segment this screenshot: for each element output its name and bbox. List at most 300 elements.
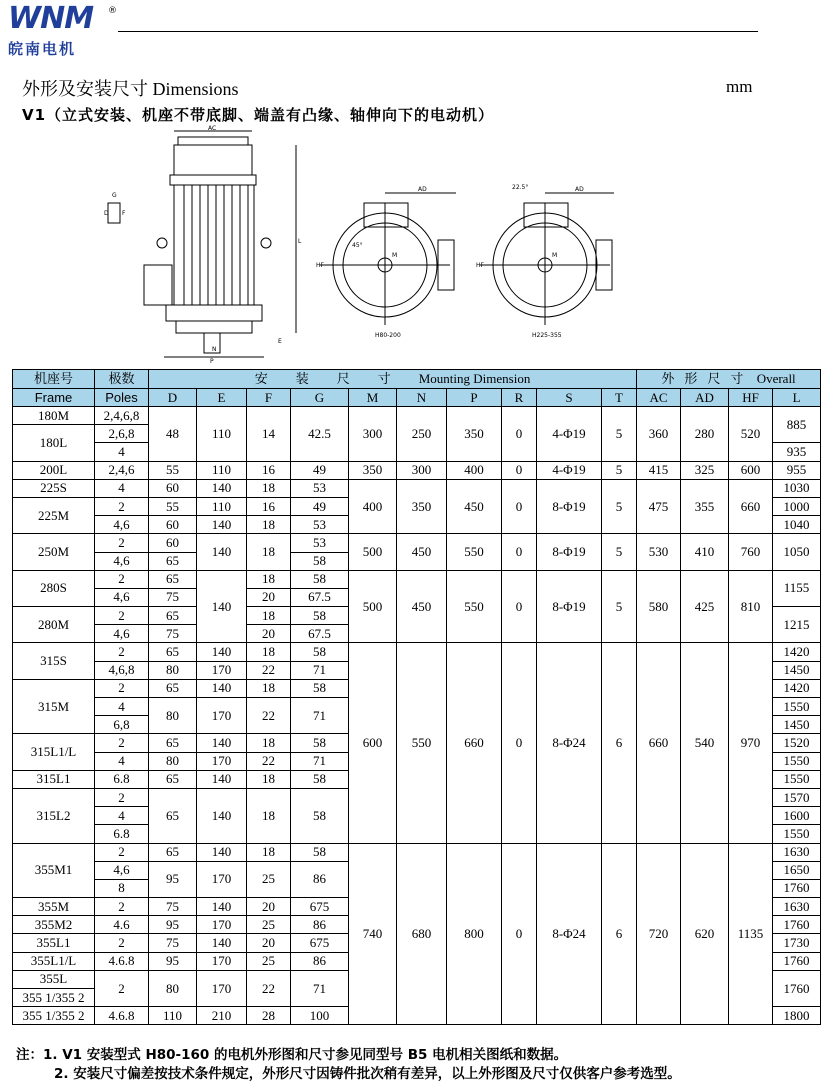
cell-l: 1760 — [773, 879, 821, 897]
cell-e: 170 — [197, 952, 247, 970]
cell-g: 675 — [291, 898, 349, 916]
cell-t: 5 — [602, 570, 637, 643]
cell-frame: 225S — [13, 479, 95, 497]
cell-g: 67.5 — [291, 588, 349, 606]
cell-e: 170 — [197, 970, 247, 1006]
col-t: T — [602, 389, 637, 407]
cell-m: 740 — [349, 843, 397, 1025]
cell-f: 22 — [247, 698, 291, 734]
header-overall — [637, 370, 821, 389]
cell-t: 6 — [602, 843, 637, 1025]
cell-l: 1550 — [773, 825, 821, 843]
cell-p: 550 — [447, 570, 502, 643]
cell-l: 1030 — [773, 479, 821, 497]
cell-frame: 315L1 — [13, 770, 95, 788]
logo-text: WNM — [8, 1, 94, 36]
cell-f: 18 — [247, 607, 291, 625]
cell-f: 14 — [247, 407, 291, 462]
cell-e: 140 — [197, 479, 247, 497]
cell-n: 350 — [397, 479, 447, 534]
cell-d: 65 — [149, 607, 197, 625]
cell-l: 885 — [773, 407, 821, 443]
cell-d: 75 — [149, 934, 197, 952]
dimension-drawings — [100, 125, 620, 365]
cell-d: 75 — [149, 898, 197, 916]
cell-l: 1155 — [773, 570, 821, 606]
cell-d: 65 — [149, 788, 197, 843]
label-ad-1: AD — [418, 186, 427, 193]
cell-g: 58 — [291, 679, 349, 697]
cell-e: 140 — [197, 570, 247, 643]
cell-frame: 355 1/355 2 — [13, 989, 95, 1007]
cell-frame: 200L — [13, 461, 95, 479]
cell-d: 65 — [149, 570, 197, 588]
cell-l: 1000 — [773, 497, 821, 515]
front-view-h225-355 — [480, 193, 614, 325]
cell-g: 86 — [291, 916, 349, 934]
cell-r: 0 — [502, 643, 537, 843]
cell-f: 18 — [247, 516, 291, 534]
cell-d: 65 — [149, 734, 197, 752]
cell-e: 110 — [197, 497, 247, 515]
label-m-1: M — [392, 252, 398, 259]
cell-l: 1800 — [773, 1007, 821, 1025]
cell-f: 25 — [247, 952, 291, 970]
cell-g: 53 — [291, 534, 349, 552]
notes — [16, 1046, 796, 1084]
registered-mark: ® — [108, 6, 117, 16]
cell-poles: 6,8 — [95, 716, 149, 734]
cell-poles: 4 — [95, 752, 149, 770]
col-n: N — [397, 389, 447, 407]
label-hf-1: HF — [316, 262, 324, 269]
cell-poles: 4,6 — [95, 588, 149, 606]
cell-frame: 355L — [13, 970, 95, 988]
cell-f: 22 — [247, 752, 291, 770]
cell-l: 1760 — [773, 916, 821, 934]
cell-frame: 180L — [13, 425, 95, 461]
label-ac: AC — [208, 125, 217, 132]
cell-f: 16 — [247, 497, 291, 515]
cell-d: 55 — [149, 497, 197, 515]
cell-poles: 2 — [95, 970, 149, 1006]
cell-f: 18 — [247, 734, 291, 752]
cell-hf: 970 — [729, 643, 773, 843]
cell-e: 140 — [197, 934, 247, 952]
col-p: P — [447, 389, 502, 407]
label-l: L — [298, 238, 302, 245]
col-ac: AC — [637, 389, 681, 407]
cell-frame: 180M — [13, 407, 95, 425]
subtitle: V1（立式安装、机座不带底脚、端盖有凸缘、轴伸向下的电动机） — [22, 106, 495, 124]
cell-ac: 660 — [637, 643, 681, 843]
cell-g: 71 — [291, 661, 349, 679]
label-ad-2: AD — [575, 186, 584, 193]
cell-f: 18 — [247, 788, 291, 843]
cell-f: 25 — [247, 861, 291, 897]
cell-f: 25 — [247, 916, 291, 934]
cell-n: 250 — [397, 407, 447, 462]
cell-e: 170 — [197, 698, 247, 734]
cell-l: 1420 — [773, 643, 821, 661]
cell-frame: 225M — [13, 497, 95, 533]
cell-m: 600 — [349, 643, 397, 843]
cell-s: 8-Φ24 — [537, 643, 602, 843]
label-f: F — [122, 210, 126, 217]
table-row — [13, 643, 821, 661]
cell-g: 53 — [291, 479, 349, 497]
cell-hf: 520 — [729, 407, 773, 462]
cell-g: 71 — [291, 698, 349, 734]
label-n: N — [212, 346, 217, 353]
cell-poles: 4 — [95, 479, 149, 497]
cell-frame: 355M1 — [13, 843, 95, 898]
cell-p: 450 — [447, 479, 502, 534]
table-row — [13, 534, 821, 552]
cell-ad: 325 — [681, 461, 729, 479]
cell-l: 1600 — [773, 807, 821, 825]
cell-e: 140 — [197, 643, 247, 661]
cell-e: 140 — [197, 516, 247, 534]
cell-s: 8-Φ19 — [537, 570, 602, 643]
cell-frame: 355M — [13, 898, 95, 916]
cell-poles: 2 — [95, 643, 149, 661]
cell-poles: 6.8 — [95, 825, 149, 843]
brand-logo — [8, 1, 118, 60]
header-mounting — [149, 370, 637, 389]
cell-m: 300 — [349, 407, 397, 462]
cell-t: 6 — [602, 643, 637, 843]
cell-ad: 410 — [681, 534, 729, 570]
cell-poles: 2 — [95, 679, 149, 697]
cell-g: 49 — [291, 497, 349, 515]
cell-l: 935 — [773, 443, 821, 461]
cell-l: 1420 — [773, 679, 821, 697]
cell-g: 58 — [291, 843, 349, 861]
caption-h225-355: H225-355 — [532, 332, 562, 339]
cell-ad: 355 — [681, 479, 729, 534]
cell-f: 20 — [247, 898, 291, 916]
cell-p: 400 — [447, 461, 502, 479]
cell-frame: 280M — [13, 607, 95, 643]
cell-m: 400 — [349, 479, 397, 534]
cell-e: 140 — [197, 770, 247, 788]
cell-t: 5 — [602, 534, 637, 570]
cell-e: 140 — [197, 534, 247, 570]
cell-g: 58 — [291, 734, 349, 752]
cell-g: 71 — [291, 970, 349, 1006]
cell-poles: 8 — [95, 879, 149, 897]
cell-f: 18 — [247, 534, 291, 570]
side-view-drawing — [108, 131, 296, 357]
header-frame-cn: 机座号 — [13, 370, 95, 389]
label-angle-22-5: 22.5° — [512, 184, 529, 191]
cell-d: 60 — [149, 479, 197, 497]
cell-t: 5 — [602, 479, 637, 534]
col-f: F — [247, 389, 291, 407]
cell-poles: 4 — [95, 443, 149, 461]
cell-g: 86 — [291, 861, 349, 897]
cell-d: 80 — [149, 698, 197, 734]
note-1: 注：1. V1 安装型式 H80-160 的电机外形图和尺寸参见同型号 B5 电机相关图纸和数据。 — [16, 1047, 568, 1063]
cell-frame: 250M — [13, 534, 95, 570]
cell-e: 170 — [197, 661, 247, 679]
cell-e: 140 — [197, 734, 247, 752]
cell-ad: 620 — [681, 843, 729, 1025]
cell-l: 1215 — [773, 607, 821, 643]
cell-poles: 4 — [95, 807, 149, 825]
cell-f: 18 — [247, 570, 291, 588]
col-d: D — [149, 389, 197, 407]
cell-e: 110 — [197, 407, 247, 462]
table-row — [13, 843, 821, 861]
cell-d: 110 — [149, 1007, 197, 1025]
cell-hf: 760 — [729, 534, 773, 570]
cell-g: 42.5 — [291, 407, 349, 462]
label-p: P — [210, 358, 214, 365]
col-s: S — [537, 389, 602, 407]
header-frame-en: Frame — [13, 389, 95, 407]
col-hf: HF — [729, 389, 773, 407]
cell-poles: 2 — [95, 570, 149, 588]
cell-poles: 2 — [95, 534, 149, 552]
cell-poles: 2 — [95, 843, 149, 861]
header-mounting-cn: 安装尺寸 — [254, 371, 419, 386]
cell-l: 1450 — [773, 661, 821, 679]
cell-n: 450 — [397, 534, 447, 570]
cell-poles: 2 — [95, 734, 149, 752]
section-title: 外形及安装尺寸 Dimensions — [22, 79, 239, 99]
cell-e: 140 — [197, 679, 247, 697]
cell-d: 60 — [149, 516, 197, 534]
company-name: 皖南电机 — [8, 40, 77, 58]
cell-poles: 4.6.8 — [95, 1007, 149, 1025]
header-poles-cn: 极数 — [95, 370, 149, 389]
cell-ac: 530 — [637, 534, 681, 570]
cell-poles: 4 — [95, 698, 149, 716]
cell-poles: 2,6,8 — [95, 425, 149, 443]
cell-ac: 360 — [637, 407, 681, 462]
cell-ac: 475 — [637, 479, 681, 534]
col-ad: AD — [681, 389, 729, 407]
cell-e: 170 — [197, 752, 247, 770]
cell-g: 58 — [291, 788, 349, 843]
cell-d: 75 — [149, 588, 197, 606]
cell-f: 28 — [247, 1007, 291, 1025]
cell-frame: 355 1/355 2 — [13, 1007, 95, 1025]
cell-p: 660 — [447, 643, 502, 843]
cell-d: 48 — [149, 407, 197, 462]
cell-m: 350 — [349, 461, 397, 479]
cell-e: 210 — [197, 1007, 247, 1025]
cell-g: 71 — [291, 752, 349, 770]
label-angle-45: 45° — [352, 242, 363, 249]
cell-f: 22 — [247, 661, 291, 679]
cell-d: 65 — [149, 843, 197, 861]
header-mounting-en: Mounting Dimension — [418, 371, 531, 386]
label-d: D — [104, 210, 109, 217]
cell-l: 1630 — [773, 843, 821, 861]
cell-d: 65 — [149, 643, 197, 661]
cell-g: 58 — [291, 552, 349, 570]
cell-f: 18 — [247, 843, 291, 861]
cell-g: 49 — [291, 461, 349, 479]
cell-g: 53 — [291, 516, 349, 534]
cell-d: 95 — [149, 952, 197, 970]
side-view-labels — [104, 125, 302, 365]
cell-poles: 4,6 — [95, 625, 149, 643]
cell-poles: 4.6.8 — [95, 952, 149, 970]
cell-n: 550 — [397, 643, 447, 843]
cell-r: 0 — [502, 843, 537, 1025]
cell-r: 0 — [502, 479, 537, 534]
label-hf-2: HF — [476, 262, 484, 269]
cell-f: 18 — [247, 679, 291, 697]
cell-l: 1630 — [773, 898, 821, 916]
cell-l: 1520 — [773, 734, 821, 752]
cell-poles: 4,6,8 — [95, 661, 149, 679]
cell-p: 550 — [447, 534, 502, 570]
cell-r: 0 — [502, 570, 537, 643]
cell-s: 4-Φ19 — [537, 407, 602, 462]
cell-l: 1570 — [773, 788, 821, 806]
cell-f: 16 — [247, 461, 291, 479]
cell-g: 58 — [291, 570, 349, 588]
cell-frame: 355M2 — [13, 916, 95, 934]
cell-e: 170 — [197, 861, 247, 897]
table-row — [13, 570, 821, 588]
cell-s: 4-Φ19 — [537, 461, 602, 479]
cell-poles: 4,6 — [95, 516, 149, 534]
cell-ac: 720 — [637, 843, 681, 1025]
caption-h80-200: H80-200 — [375, 332, 401, 339]
cell-l: 1050 — [773, 534, 821, 570]
cell-ac: 415 — [637, 461, 681, 479]
cell-s: 8-Φ24 — [537, 843, 602, 1025]
cell-f: 20 — [247, 588, 291, 606]
col-m: M — [349, 389, 397, 407]
col-e: E — [197, 389, 247, 407]
front-view-h80-200 — [320, 193, 456, 325]
table-row — [13, 461, 821, 479]
cell-l: 955 — [773, 461, 821, 479]
cell-g: 100 — [291, 1007, 349, 1025]
cell-e: 140 — [197, 788, 247, 843]
cell-g: 58 — [291, 643, 349, 661]
cell-f: 18 — [247, 643, 291, 661]
cell-frame: 280S — [13, 570, 95, 606]
cell-ad: 540 — [681, 643, 729, 843]
cell-l: 1730 — [773, 934, 821, 952]
cell-d: 65 — [149, 552, 197, 570]
col-l: L — [773, 389, 821, 407]
cell-g: 58 — [291, 770, 349, 788]
cell-l: 1550 — [773, 770, 821, 788]
cell-t: 5 — [602, 461, 637, 479]
label-m-2: M — [552, 252, 558, 259]
cell-poles: 4.6 — [95, 916, 149, 934]
cell-l: 1550 — [773, 698, 821, 716]
header-overall-en: Overall — [756, 371, 796, 386]
cell-poles: 2 — [95, 934, 149, 952]
cell-hf: 660 — [729, 479, 773, 534]
cell-l: 1760 — [773, 952, 821, 970]
cell-s: 8-Φ19 — [537, 534, 602, 570]
cell-p: 350 — [447, 407, 502, 462]
col-r: R — [502, 389, 537, 407]
table-row — [13, 407, 821, 425]
cell-r: 0 — [502, 407, 537, 462]
cell-poles: 2,4,6 — [95, 461, 149, 479]
cell-e: 110 — [197, 461, 247, 479]
cell-frame: 315L2 — [13, 788, 95, 843]
cell-r: 0 — [502, 534, 537, 570]
cell-g: 67.5 — [291, 625, 349, 643]
cell-f: 18 — [247, 770, 291, 788]
label-e: E — [278, 338, 282, 345]
cell-e: 140 — [197, 898, 247, 916]
cell-f: 20 — [247, 934, 291, 952]
header-rule — [118, 31, 758, 32]
header-overall-cn: 外形尺寸 — [661, 371, 754, 386]
cell-d: 80 — [149, 970, 197, 1006]
cell-s: 8-Φ19 — [537, 479, 602, 534]
cell-hf: 810 — [729, 570, 773, 643]
cell-poles: 2 — [95, 607, 149, 625]
cell-g: 675 — [291, 934, 349, 952]
cell-frame: 315L1/L — [13, 734, 95, 770]
cell-d: 95 — [149, 916, 197, 934]
note-2: 2. 安装尺寸偏差按技术条件规定，外形尺寸因铸件批次稍有差异，以上外形图及尺寸仅供客户参考选型。 — [54, 1066, 681, 1082]
cell-d: 80 — [149, 752, 197, 770]
cell-d: 55 — [149, 461, 197, 479]
cell-f: 20 — [247, 625, 291, 643]
unit-label: mm — [726, 77, 753, 96]
col-g: G — [291, 389, 349, 407]
cell-n: 300 — [397, 461, 447, 479]
cell-poles: 2,4,6,8 — [95, 407, 149, 425]
cell-poles: 6.8 — [95, 770, 149, 788]
cell-ad: 280 — [681, 407, 729, 462]
header-poles-en: Poles — [95, 389, 149, 407]
cell-frame: 355L1 — [13, 934, 95, 952]
cell-m: 500 — [349, 570, 397, 643]
cell-frame: 355L1/L — [13, 952, 95, 970]
cell-d: 75 — [149, 625, 197, 643]
cell-poles: 2 — [95, 898, 149, 916]
cell-ad: 425 — [681, 570, 729, 643]
cell-d: 65 — [149, 770, 197, 788]
label-g: G — [112, 192, 117, 199]
cell-frame: 315S — [13, 643, 95, 679]
table-header-row — [13, 389, 821, 407]
cell-poles: 2 — [95, 497, 149, 515]
cell-p: 800 — [447, 843, 502, 1025]
cell-poles: 2 — [95, 788, 149, 806]
cell-l: 1550 — [773, 752, 821, 770]
dimension-table — [12, 369, 821, 1025]
cell-poles: 4,6 — [95, 552, 149, 570]
cell-f: 22 — [247, 970, 291, 1006]
cell-l: 1760 — [773, 970, 821, 1006]
table-header-row — [13, 370, 821, 389]
cell-l: 1650 — [773, 861, 821, 879]
cell-e: 140 — [197, 843, 247, 861]
cell-m: 500 — [349, 534, 397, 570]
cell-d: 65 — [149, 679, 197, 697]
cell-g: 58 — [291, 607, 349, 625]
cell-frame: 315M — [13, 679, 95, 734]
